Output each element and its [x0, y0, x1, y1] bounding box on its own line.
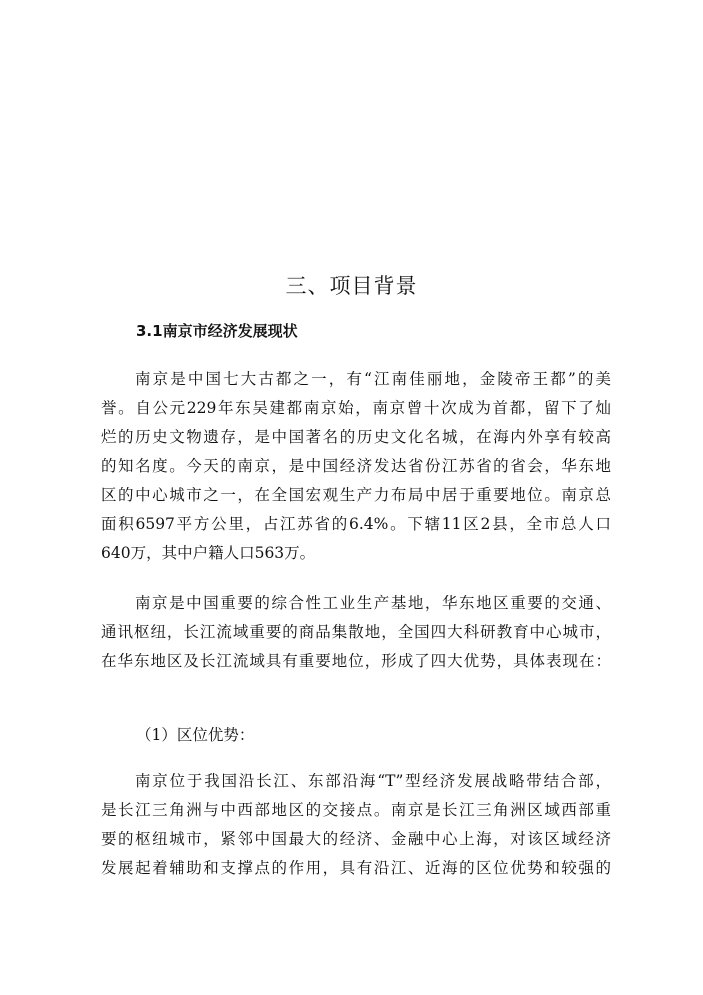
paragraph-line: 区的中心城市之一，在全国宏观生产力布局中居于重要地位。南京总: [101, 486, 611, 504]
paragraph-line: 在华东地区及长江流域具有重要地位，形成了四大优势，具体表现在：: [101, 652, 611, 670]
paragraph-line: 的知名度。今天的南京，是中国经济发达省份江苏省的省会，华东地: [101, 457, 611, 475]
paragraph-line: 烂的历史文物遗存，是中国著名的历史文化名城，在海内外享有较高: [101, 428, 611, 446]
paragraph-location-advantage: [101, 767, 611, 883]
paragraph-line: 640万，其中户籍人口563万。: [101, 544, 316, 562]
paragraph-line: 发展起着辅助和支撑点的作用，具有沿江、近海的区位优势和较强的: [101, 859, 611, 877]
paragraph-line: 誉。自公元229年东吴建都南京始，南京曾十次成为首都，留下了灿: [101, 399, 611, 417]
paragraph-line: 通讯枢纽，长江流域重要的商品集散地，全国四大科研教育中心城市，: [101, 623, 611, 641]
paragraph-line: 南京是中国重要的综合性工业生产基地，华东地区重要的交通、: [135, 594, 611, 612]
paragraph-line: 南京位于我国沿长江、东部沿海“T”型经济发展战略带结合部，: [135, 772, 611, 790]
paragraph-line: 南京是中国七大古都之一，有“江南佳丽地，金陵帝王都”的美: [135, 370, 611, 388]
paragraph-line: 是长江三角洲与中西部地区的交接点。南京是长江三角洲区域西部重: [101, 801, 611, 819]
subheading-location-advantage: （1）区位优势：: [136, 726, 255, 744]
chapter-title: 三、项目背景: [285, 274, 418, 298]
paragraph-line: 面积6597平方公里，占江苏省的6.4%。下辖11区2县，全市总人口: [101, 515, 611, 533]
paragraph-nanjing-overview: [101, 365, 611, 568]
paragraph-line: 要的枢纽城市，紧邻中国最大的经济、金融中心上海，对该区域经济: [101, 830, 611, 848]
paragraph-industrial-base: [101, 589, 611, 676]
section-title: 3.1南京市经济发展现状: [136, 322, 298, 340]
